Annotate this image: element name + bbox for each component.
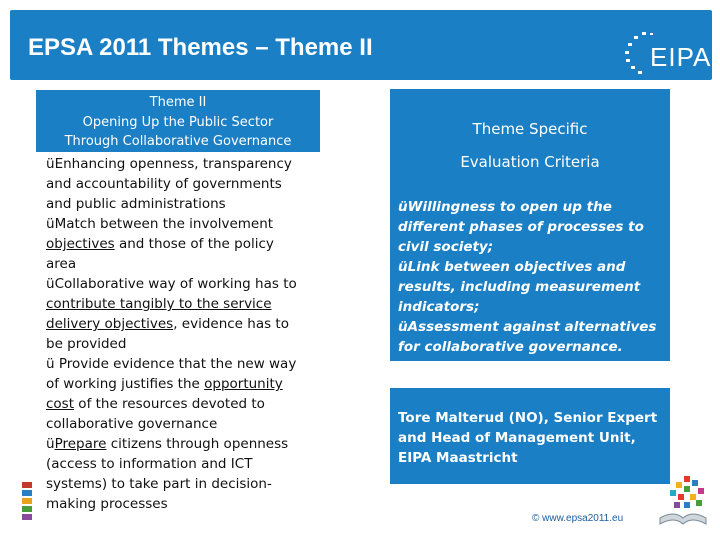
list-item: üCollaborative way of working has to contribute tangibly to the service delivery objectives, evidence has to be provided	[46, 276, 297, 352]
criteria-list	[398, 197, 670, 357]
logo-text: EIPA	[650, 42, 712, 72]
list-item: üWillingness to open up the different phases of processes to civil society;	[398, 199, 644, 255]
check-icon: ü	[46, 156, 55, 172]
criteria-heading: Theme Specific	[472, 120, 588, 138]
list-item: üPrepare citizens through openness (access to information and ICT systems) to take part in decision- making processes	[46, 436, 289, 512]
speaker-line: Tore Malterud (NO), Senior Expert	[398, 410, 658, 426]
list-item: üLink between objectives and results, including measurement indicators;	[398, 259, 641, 315]
check-icon: ü	[398, 259, 408, 275]
slide-title: EPSA 2011 Themes – Theme II	[28, 34, 373, 61]
theme-criteria-list	[46, 154, 326, 514]
book-mosaic-icon	[654, 474, 712, 530]
check-icon: ü	[46, 436, 55, 452]
list-item: üMatch between the involvement objectives and those of the policy area	[46, 216, 274, 272]
check-icon: ü	[46, 356, 55, 372]
speaker-line: and Head of Management Unit,	[398, 430, 636, 446]
speaker-line: EIPA Maastricht	[398, 450, 518, 466]
website-link[interactable]: © www.epsa2011.eu	[532, 513, 624, 524]
list-item: üAssessment against alternatives for collaborative governance.	[398, 319, 657, 355]
theme-title-line: Through Collaborative Governance	[64, 134, 292, 149]
theme-title-line: Theme II	[149, 95, 207, 110]
check-icon: ü	[398, 319, 408, 335]
speaker-box	[390, 388, 670, 484]
check-icon: ü	[398, 199, 408, 215]
theme-title-box	[36, 90, 320, 152]
list-item: üEnhancing openness, transparency and accountability of governments and public administrations	[46, 156, 292, 212]
eipa-logo	[622, 30, 720, 80]
color-bar-decoration	[22, 482, 32, 522]
criteria-subheading: Evaluation Criteria	[460, 153, 600, 171]
check-icon: ü	[46, 216, 55, 232]
header-banner	[10, 10, 712, 80]
list-item: ü Provide evidence that the new way of working justifies the opportunity cost of the resources devoted to collaborative governance	[46, 356, 297, 432]
check-icon: ü	[46, 276, 55, 292]
theme-title-line: Opening Up the Public Sector	[82, 114, 274, 130]
evaluation-criteria-box	[390, 89, 670, 361]
